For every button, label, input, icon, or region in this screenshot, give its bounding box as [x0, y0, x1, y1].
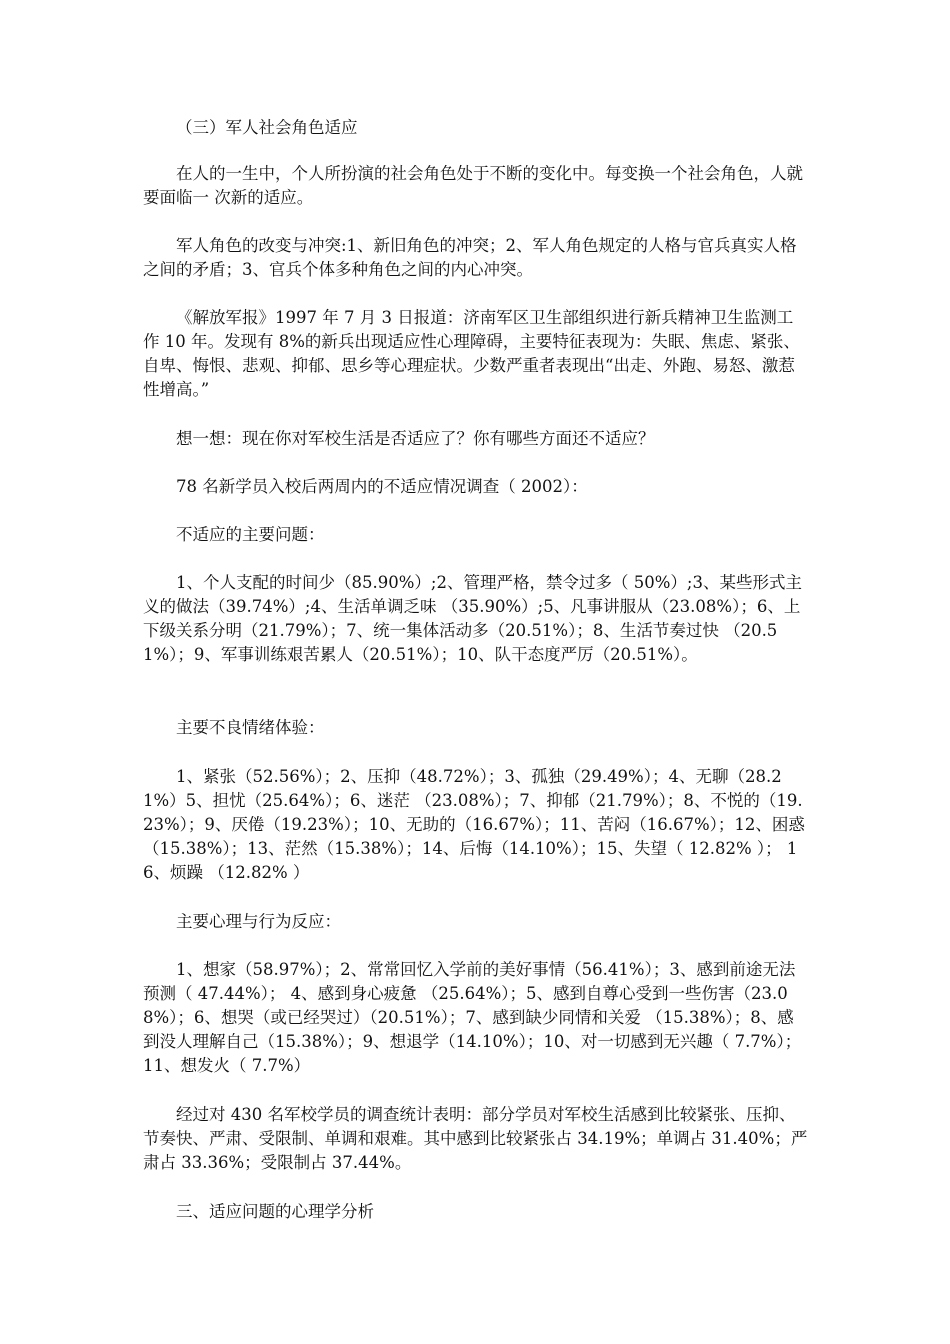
heading-negative-emotions: 主要不良情绪体验： — [176, 718, 325, 737]
paragraph-newspaper-report: 《解放军报》1997 年 7 月 3 日报道：济南军区卫生部组织进行新兵精神卫生监测工作 10 年。发现有 8%的新兵出现适应性心理障碍，主要特征表现为：失眠、焦虑、紧张、自卑、悔恨、悲观、抑郁、思乡等心理症状。少数严重者表现出“出走、外跑、易怒、激惹性增高。” — [143, 308, 800, 399]
section-heading: （三）军人社会角色适应 — [176, 118, 358, 137]
paragraph-negative-emotions-list: 1、紧张（52.56%）；2、压抑（48.72%）；3、孤独（29.49%）；4、无聊（28.21%）5、担忧（25.64%）；6、迷茫 （23.08%）；7、抑郁（21.79%）；8、不悦的（19.23%）；9、厌倦（19.23%）；10、无助的（16.67%）；11、苦闷（16.67%）；12、困惑（15.38%）；13、茫然（15.38%）；14、后悔（14.10%）；15、失望（ 12.82% ）； 16、烦躁 （12.82% ） — [143, 767, 805, 882]
heading-main-problems: 不适应的主要问题： — [176, 525, 325, 544]
paragraph-survey-intro: 78 名新学员入校后两周内的不适应情况调查（ 2002）： — [176, 477, 588, 496]
paragraph-role-conflict: 军人角色的改变与冲突:1、新旧角色的冲突；2、军人角色规定的人格与官兵真实人格之间的矛盾；3、官兵个体多种角色之间的内心冲突。 — [143, 236, 797, 279]
heading-psychological-analysis: 三、适应问题的心理学分析 — [176, 1202, 374, 1221]
paragraph-reflection-question: 想一想：现在你对军校生活是否适应了？你有哪些方面还不适应？ — [176, 429, 655, 448]
paragraph-reactions-list: 1、想家（58.97%）；2、常常回忆入学前的美好事情（56.41%）；3、感到前途无法预测（ 47.44%）； 4、感到身心疲惫 （25.64%）；5、感到自尊心受到一些伤害（23.08%）；6、想哭（或已经哭过）（20.51%）；7、感到缺少同情和关爱 （15.38%）；8、感到没人理解自己（15.38%）；9、想退学（14.10%）；10、对一切感到无兴趣（ 7.7%）； 11、想发火（ 7.7%） — [143, 960, 802, 1075]
paragraph-survey-statistics: 经过对 430 名军校学员的调查统计表明：部分学员对军校生活感到比较紧张、压抑、节奏快、严肃、受限制、单调和艰难。其中感到比较紧张占 34.19%；单调占 31.40%；严肃占 33.36%；受限制占 37.44%。 — [143, 1105, 808, 1172]
heading-psych-behavior-reactions: 主要心理与行为反应： — [176, 912, 341, 931]
paragraph-intro: 在人的一生中，个人所扮演的社会角色处于不断的变化中。每变换一个社会角色，人就要面临一 次新的适应。 — [143, 164, 803, 207]
paragraph-main-problems-list: 1、个人支配的时间少（85.90%）;2、管理严格，禁令过多（ 50%）;3、某些形式主义的做法（39.74%）;4、生活单调乏味 （35.90%）;5、凡事讲服从（23.08%）；6、上下级关系分明（21.79%）；7、统一集体活动多（20.51%）；8、生活节奏过快 （20.51%）；9、军事训练艰苦累人（20.51%）；10、队干态度严厉（20.51%）。 — [143, 573, 802, 664]
